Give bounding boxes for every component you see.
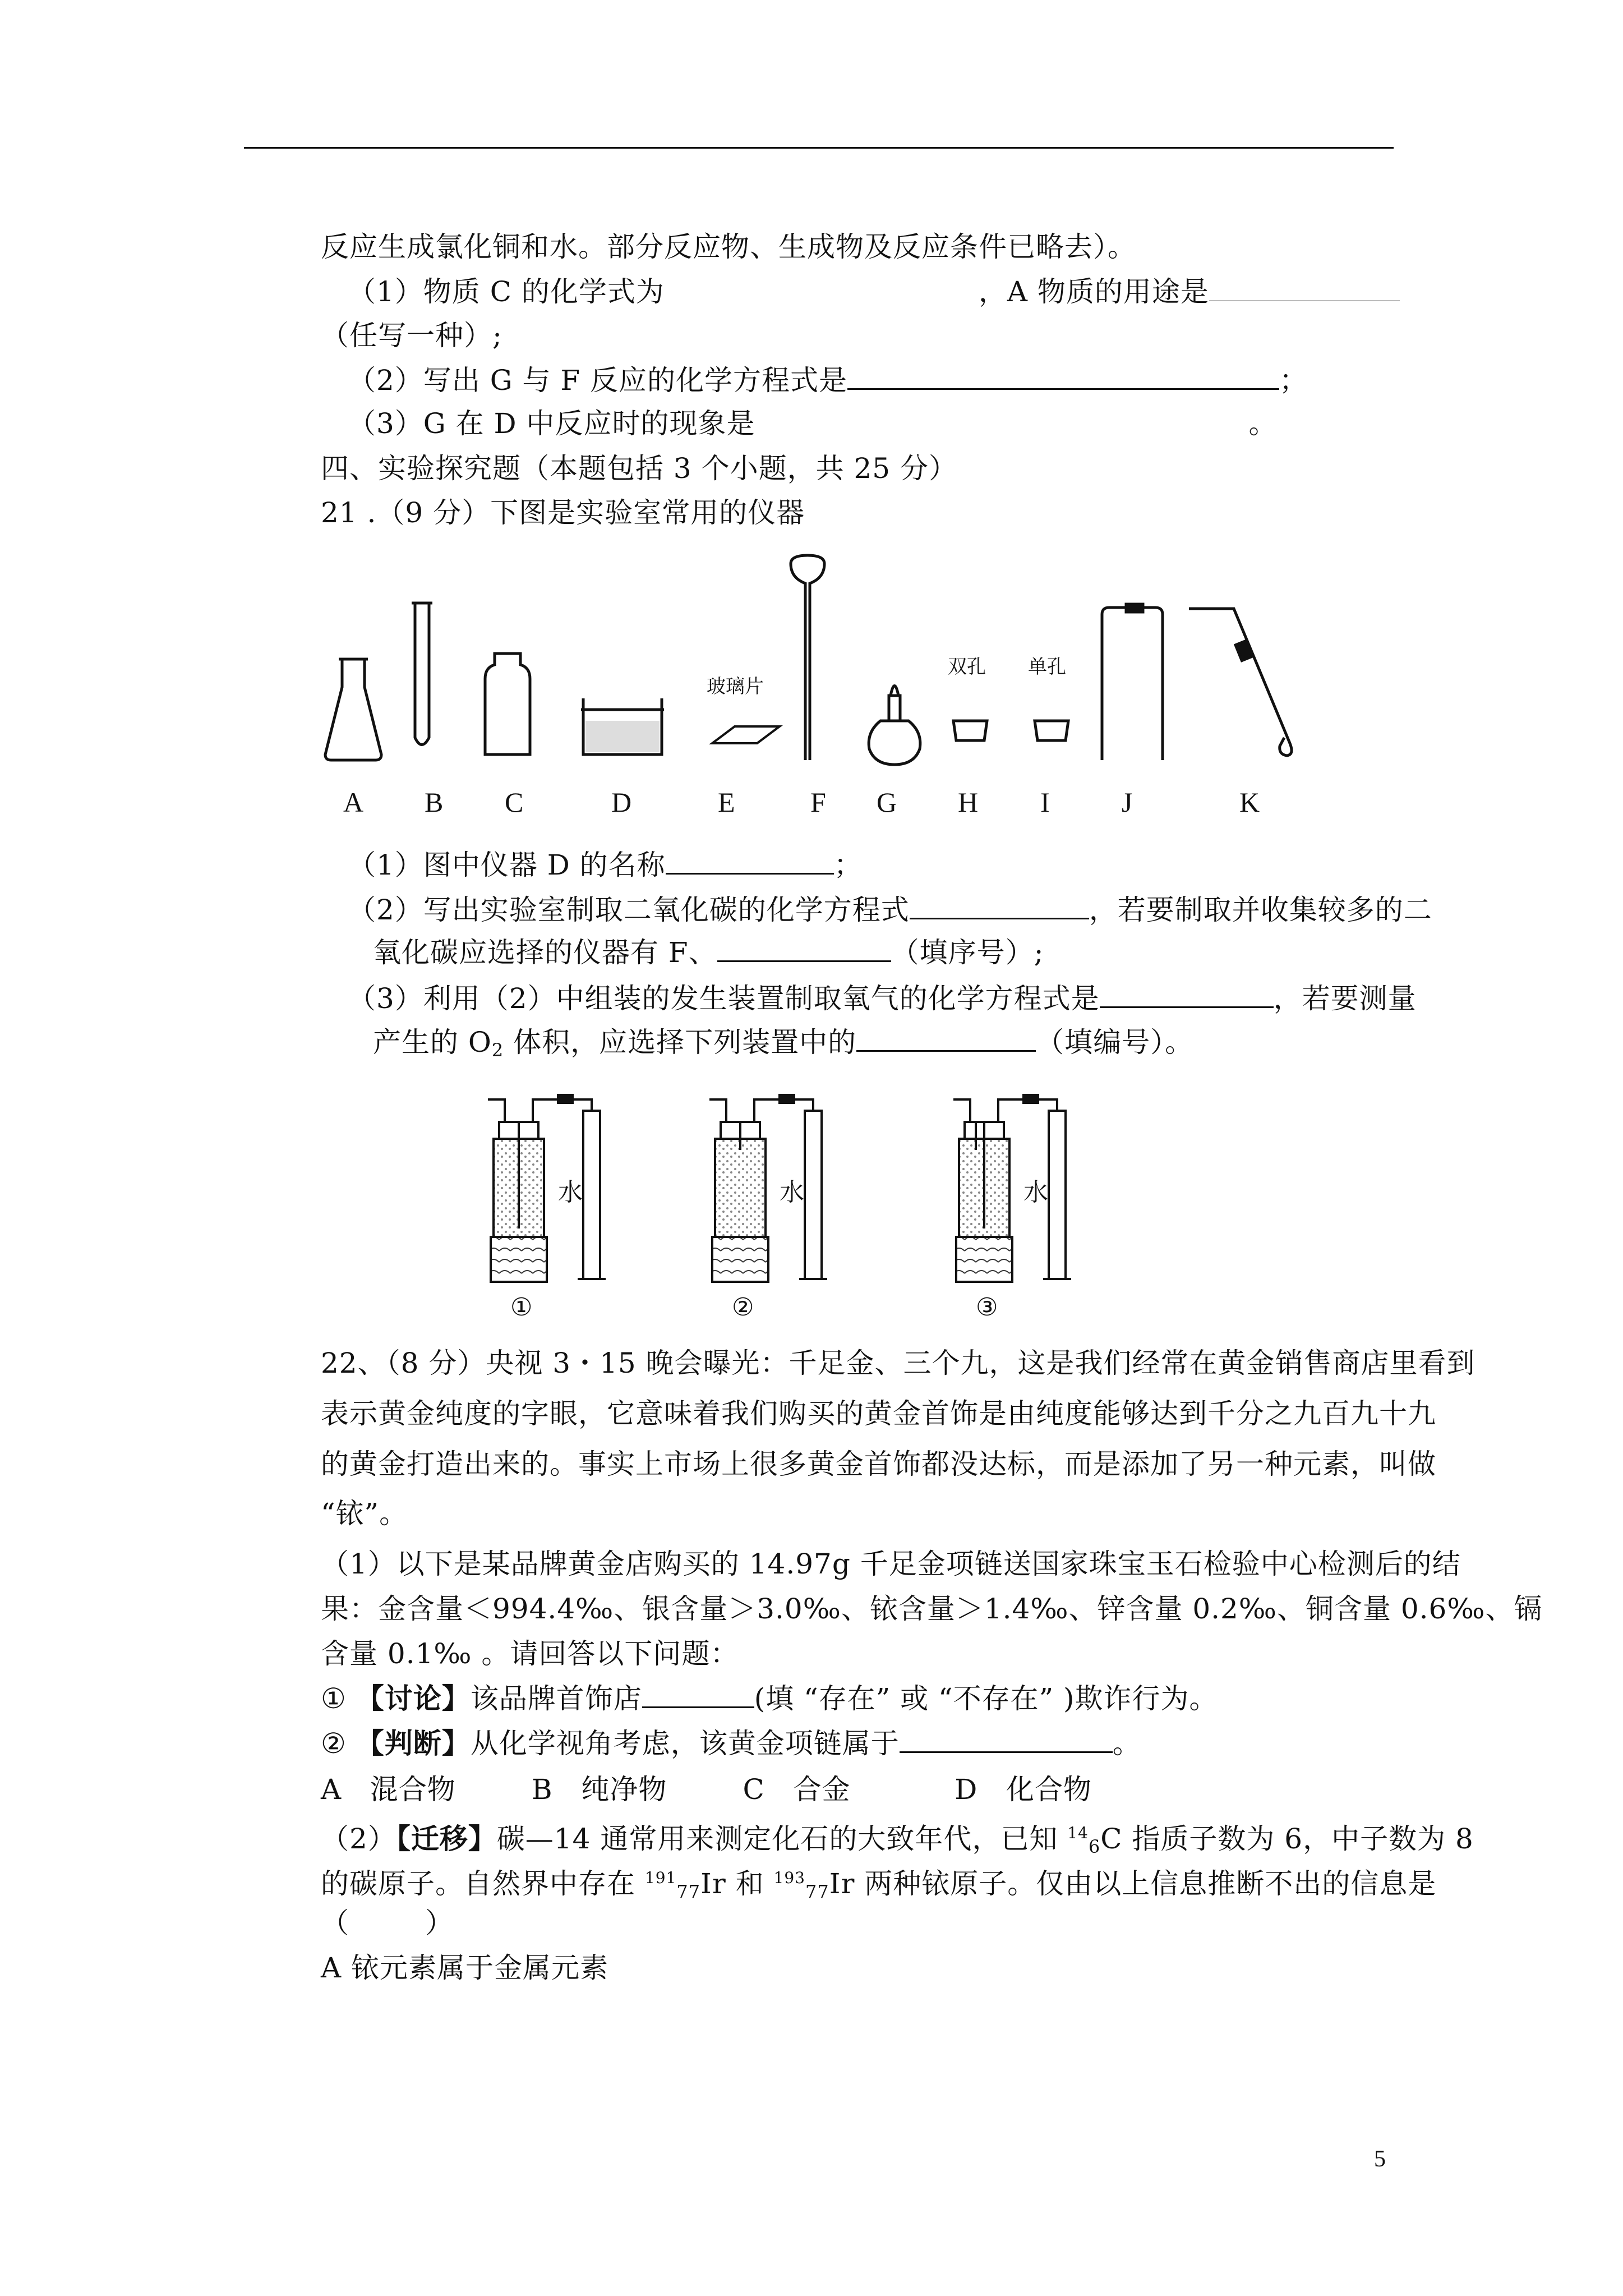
delivery-tube-icon [1189, 609, 1292, 756]
transfer-text-c: 的碳原子。自然界中存在 [321, 1867, 645, 1900]
answer-blank-c[interactable] [665, 277, 979, 301]
transfer-number: （2） [321, 1823, 396, 1855]
page-number: 5 [1374, 2146, 1386, 2172]
subquestion-2-text-b: ，若要制取并收集较多的二 [1089, 894, 1432, 926]
ir191-atomic-number: 77 [676, 1881, 701, 1902]
instrument-label-f: F [810, 786, 826, 818]
water-label-1: 水 [558, 1178, 583, 1207]
header-rule [244, 147, 1394, 149]
discussion-tag: 【讨论】 [356, 1682, 471, 1715]
test-tube-icon [415, 603, 429, 745]
answer-blank-phenomenon[interactable] [755, 408, 1249, 433]
transfer-line-1 [321, 1816, 1474, 1864]
apparatus-3 [953, 1095, 1071, 1282]
transfer-text-b: C 指质子数为 6，中子数为 8 [1100, 1823, 1474, 1855]
single-hole-stopper-icon [1035, 721, 1068, 740]
alcohol-lamp-icon [869, 721, 920, 765]
instrument-label-a: A [343, 786, 364, 818]
question-2-end: ； [1279, 364, 1308, 397]
question-2-text: （2）写出 G 与 F 反应的化学方程式是 [348, 364, 848, 397]
answer-blank-o2-equation[interactable] [1100, 982, 1274, 1008]
apparatus-number-1: ① [510, 1293, 533, 1322]
judgement-end: 。 [1112, 1727, 1141, 1760]
instrument-label-j: J [1122, 786, 1133, 818]
discussion-text: 该品牌首饰店 [470, 1682, 642, 1715]
apparatus-number-3: ③ [976, 1293, 998, 1322]
options-line: A 混合物 B 纯净物 C 合金 D 化合物 [321, 1773, 1092, 1806]
circle-2: ② [321, 1727, 356, 1760]
glass-slide-icon [712, 726, 780, 743]
discussion-line [321, 1682, 1218, 1715]
transfer-line-2 [321, 1861, 1436, 1908]
option-a-line: A 铱元素属于金属元素 [321, 1952, 609, 1984]
discussion-end: (填 “存在” 或 “不存在” )欺诈行为。 [754, 1682, 1218, 1715]
single-hole-label: 单孔 [1028, 656, 1066, 678]
answer-blank-co2-equation[interactable] [910, 893, 1089, 919]
apparatus-2 [709, 1095, 827, 1282]
subquestion-3-text-c: 产生的 O [373, 1026, 492, 1059]
c14-atomic-number: 6 [1088, 1836, 1101, 1857]
answer-blank-device[interactable] [856, 1025, 1036, 1052]
judgement-tag: 【判断】 [356, 1727, 471, 1760]
problem-22-line-1: 22、（8 分）央视 3・15 晚会曝光：千足金、三个九，这是我们经常在黄金销售商店里看到 [321, 1347, 1476, 1379]
transfer-text-d: Ir 和 [700, 1867, 774, 1900]
subquestion-3-text: （3）利用（2）中组装的发生装置制取氧气的化学方程式是 [348, 982, 1100, 1015]
instrument-label-d: D [611, 786, 632, 818]
circle-1: ① [321, 1682, 356, 1715]
subquestion-2-end: （填序号）; [891, 936, 1044, 969]
judgement-text: 从化学视角考虑，该黄金项链属于 [470, 1727, 900, 1760]
glass-slide-label: 玻璃片 [707, 675, 764, 698]
section-heading: 四、实验探究题（本题包括 3 个小题，共 25 分） [321, 452, 958, 485]
subquestion-1 [348, 848, 863, 882]
subquestion-3-cont [373, 1025, 1193, 1067]
judgement-line [321, 1727, 1141, 1760]
question-1-text-b: ，A 物质的用途是 [978, 275, 1209, 308]
question-3-end: 。 [1248, 407, 1278, 440]
transfer-text: 碳—14 通常用来测定化石的大致年代，已知 [496, 1823, 1068, 1855]
instrument-label-i: I [1040, 786, 1050, 818]
answer-blank-equation[interactable] [847, 364, 1279, 390]
subquestion-2-cont [373, 936, 1044, 969]
section-1-line-1: （1）以下是某品牌黄金店购买的 14.97g 千足金项链送国家珠宝玉石检验中心检测后的结 [321, 1548, 1461, 1580]
transfer-text-e: Ir 两种铱原子。仅由以上信息推断不出的信息是 [829, 1867, 1437, 1900]
instrument-label-h: H [958, 786, 979, 818]
instrument-label-e: E [718, 786, 735, 818]
answer-paren[interactable]: （ ） [321, 1907, 454, 1939]
instrument-label-k: K [1239, 786, 1260, 818]
answer-blank-a-use[interactable] [1209, 275, 1400, 301]
question-3-text: （3）G 在 D 中反应时的现象是 [348, 407, 755, 440]
gas-volume-apparatus-figure [488, 1088, 1116, 1324]
double-hole-stopper-icon [953, 721, 987, 740]
o2-subscript: 2 [491, 1039, 504, 1061]
apparatus-number-2: ② [732, 1293, 754, 1322]
subquestion-1-end: ； [833, 849, 863, 881]
instrument-label-b: B [425, 786, 444, 818]
ir191-mass-number: 191 [644, 1869, 677, 1887]
subquestion-2 [348, 893, 1432, 927]
ir193-atomic-number: 77 [805, 1881, 829, 1902]
instrument-label-g: G [877, 786, 897, 818]
subquestion-2-text: （2）写出实验室制取二氧化碳的化学方程式 [348, 894, 910, 926]
subquestion-2-text-c: 氧化碳应选择的仪器有 F、 [373, 936, 717, 969]
answer-blank-fraud[interactable] [642, 1682, 754, 1708]
question-1-line [348, 275, 1400, 309]
answer-blank-material[interactable] [900, 1727, 1113, 1753]
problem-22-line-4: “铱”。 [321, 1497, 408, 1530]
transfer-tag: 【迁移】 [396, 1822, 497, 1855]
subquestion-3-text-b: ，若要测量 [1273, 982, 1417, 1015]
water-label-2: 水 [780, 1178, 804, 1207]
problem-22-line-3: 的黄金打造出来的。事实上市场上很多黄金首饰都没达标，而是添加了另一种元素，叫做 [321, 1448, 1436, 1480]
subquestion-3-text-d: 体积，应选择下列装置中的 [504, 1026, 857, 1059]
answer-blank-d-name[interactable] [666, 848, 834, 875]
water-label-3: 水 [1023, 1178, 1048, 1207]
ir193-mass-number: 193 [773, 1869, 805, 1887]
double-hole-label: 双孔 [948, 656, 986, 678]
text-line-3: （任写一种）; [321, 319, 502, 352]
subquestion-3-end: （填编号）。 [1036, 1026, 1194, 1059]
conical-flask-icon [325, 659, 381, 760]
text-line-1: 反应生成氯化铜和水。部分反应物、生成物及反应条件已略去）。 [321, 231, 1136, 263]
instrument-label-c: C [505, 786, 524, 818]
subquestion-3 [348, 982, 1417, 1015]
answer-blank-instruments[interactable] [717, 936, 891, 962]
section-1-line-2: 果：金含量＜994.4‰、银含量＞3.0‰、铱含量＞1.4‰、锌含量 0.2‰、铜含量 0.6‰、镉 [321, 1593, 1543, 1625]
c14-mass-number: 14 [1067, 1824, 1089, 1842]
wide-mouth-bottle-icon [485, 654, 530, 754]
subquestion-1-text: （1）图中仪器 D 的名称 [348, 849, 666, 881]
section-1-line-3: 含量 0.1‰ 。请回答以下问题： [321, 1637, 739, 1670]
problem-22-line-2: 表示黄金纯度的字眼，它意味着我们购买的黄金首饰是由纯度能够达到千分之九百九十九 [321, 1397, 1436, 1430]
bent-glass-tube-icon [1102, 608, 1163, 760]
apparatus-1 [488, 1095, 606, 1282]
question-1-text: （1）物质 C 的化学式为 [348, 275, 665, 308]
lab-instruments-figure [314, 553, 1324, 777]
question-2-line [348, 364, 1308, 397]
question-3-line [348, 407, 1278, 440]
problem-21-title: 21 .（9 分）下图是实验室常用的仪器 [321, 496, 805, 529]
long-neck-funnel-icon [791, 555, 824, 760]
